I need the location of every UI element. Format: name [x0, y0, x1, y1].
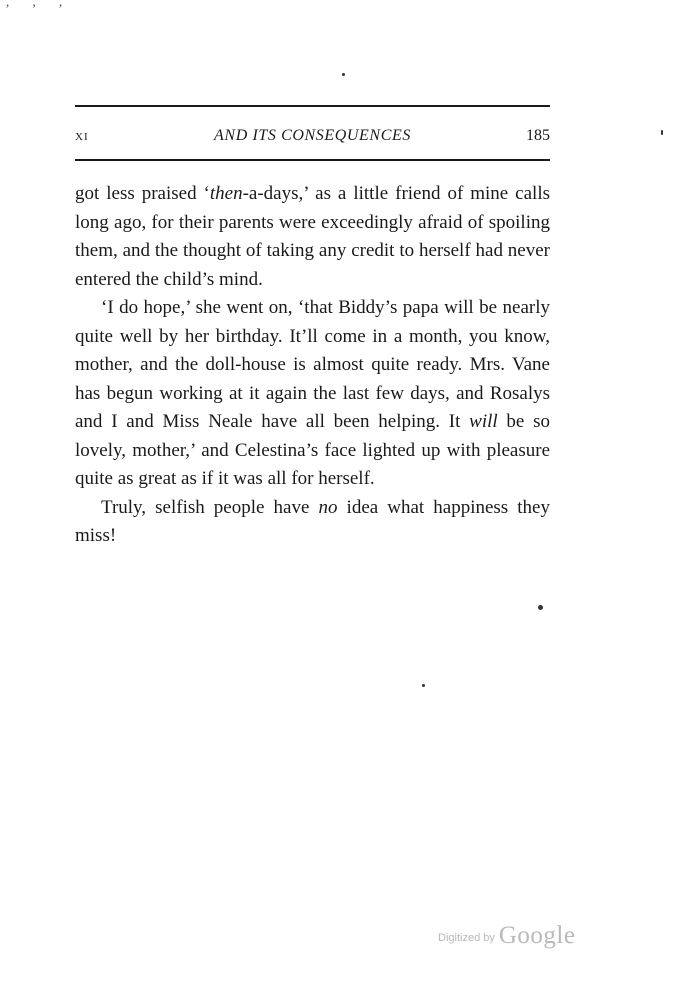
text-run: be so lovely, mother,’ and Celestina’s face lighted up with pleasure quite as great as if it was all for herself. [75, 411, 551, 489]
italic-text-run: no [318, 496, 338, 518]
text-run: got less praised ‘ [75, 183, 210, 204]
scan-speck [422, 684, 425, 687]
italic-text-run: will [469, 411, 498, 432]
italic-text-run: then [209, 183, 243, 204]
header-top-rule [75, 105, 550, 107]
running-title: AND ITS CONSEQUENCES [214, 127, 411, 144]
scan-corner-marks: , , , [6, 0, 73, 9]
text-run: idea what happiness they miss! [75, 496, 550, 546]
paragraph [75, 180, 550, 294]
header-bottom-rule [75, 159, 550, 161]
paragraph [75, 294, 550, 494]
running-head [75, 124, 550, 148]
text-run: Truly, selfish people have [101, 496, 319, 518]
page-body [75, 180, 550, 551]
page-number: 185 [526, 127, 550, 144]
text-run: ‘I do hope,’ she went on, ‘that Biddy’s papa will be nearly quite well by her birthday. It’ll come in a month, you know, mother, and the doll-house is almost quite ready. Mrs. Vane has begun working at it again the last few days, and Rosalys and I and Miss Neale have all been helping. It [75, 297, 550, 432]
scan-speck [538, 605, 543, 610]
text-run: -a-days,’ as a little friend of mine calls long ago, for their parents were exceedingly afraid of spoiling them, and the thought of taking any credit to herself had never entered the child’s mind. [75, 183, 551, 290]
paragraph [75, 494, 550, 551]
chapter-number: xi [75, 127, 89, 144]
watermark-prefix: Digitized by [438, 932, 495, 944]
scan-speck [342, 73, 345, 76]
digitization-watermark [438, 922, 575, 950]
scan-speck [661, 130, 663, 135]
watermark-brand: Google [498, 922, 576, 949]
